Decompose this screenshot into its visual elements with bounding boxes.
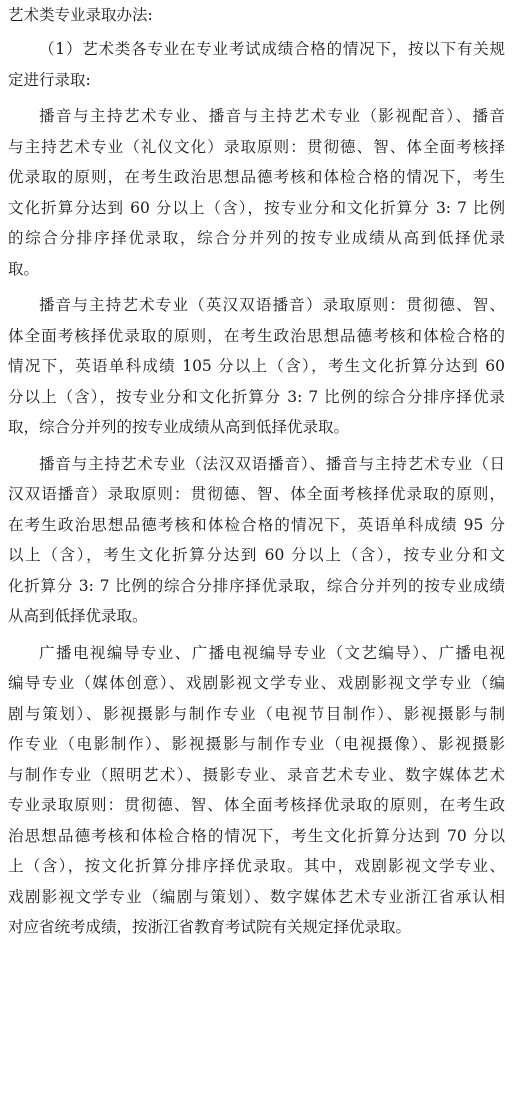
text-line: 取。 — [8, 259, 40, 278]
text-line: 汉双语播音）录取原则：贯彻德、智、体全面考核择优录取的原则， — [8, 485, 505, 503]
section-heading: 艺术类专业录取办法: — [8, 6, 153, 24]
text-line: 播音与主持艺术专业、播音与主持艺术专业（影视配音）、播音 — [39, 107, 505, 125]
text-line: 广播电视编导专业、广播电视编导专业（文艺编导）、广播电视 — [39, 643, 505, 662]
paragraph-broadcast-tv-directing — [8, 638, 505, 943]
text-line: 播音与主持艺术专业（英汉双语播音）录取原则：贯彻德、智、 — [39, 296, 505, 314]
paragraph-admission-rule-1 — [8, 34, 505, 95]
text-line: 以上（含），考生文化折算分达到 60 分以上（含），按专业分和文 — [8, 546, 505, 564]
text-line: 化折算分 3: 7 比例的综合分排序择优录取，综合分并列的按专业成绩 — [8, 576, 505, 595]
text-line: 文化折算分达到 60 分以上（含），按专业分和文化折算分 3: 7 比例 — [8, 198, 505, 217]
text-line: 专业录取原则：贯彻德、智、体全面考核择优录取的原则，在考生政 — [8, 796, 505, 814]
text-line: 戏剧影视文学专业（编剧与策划）、数字媒体艺术专业浙江省承认相 — [8, 887, 505, 906]
text-line: 从高到低择优录取。 — [8, 607, 148, 625]
text-line: 剧与策划）、影视摄影与制作专业（电视节目制作）、影视摄影与制 — [8, 704, 505, 723]
text-line: 上（含），按文化折算分排序择优录取。其中，戏剧影视文学专业、 — [8, 857, 505, 875]
text-line: 分以上（含），按专业分和文化折算分 3: 7 比例的综合分排序择优录 — [8, 387, 505, 406]
text-line: 播音与主持艺术专业（法汉双语播音）、播音与主持艺术专业（日 — [39, 454, 505, 473]
text-line: （1）艺术类各专业在专业考试成绩合格的情况下，按以下有关规 — [39, 40, 505, 58]
paragraph-broadcasting-hosting — [8, 101, 505, 284]
text-line: 定进行录取: — [8, 70, 91, 89]
text-line: 的综合分排序择优录取，综合分并列的按专业成绩从高到低择优录 — [8, 229, 505, 247]
text-line: 取，综合分并列的按专业成绩从高到低择优录取。 — [8, 418, 350, 436]
text-line: 情况下，英语单科成绩 105 分以上（含），考生文化折算分达到 60 — [8, 357, 505, 375]
text-line: 体全面考核择优录取的原则，在考生政治思想品德考核和体检合格的 — [8, 326, 505, 345]
paragraph-french-japanese-bilingual — [8, 449, 505, 632]
text-line: 作专业（电影制作）、影视摄影与制作专业（电视摄像）、影视摄影 — [8, 735, 505, 753]
text-line: 编导专业（媒体创意）、戏剧影视文学专业、戏剧影视文学专业（编 — [8, 674, 505, 692]
text-line: 与主持艺术专业（礼仪文化）录取原则：贯彻德、智、体全面考核择 — [8, 137, 505, 156]
text-line: 对应省统考成绩，按浙江省教育考试院有关规定择优录取。 — [8, 918, 412, 936]
text-line: 与制作专业（照明艺术）、摄影专业、录音艺术专业、数字媒体艺术 — [8, 765, 505, 784]
text-line: 优录取的原则，在考生政治思想品德考核和体检合格的情况下，考生 — [8, 168, 505, 186]
text-line: 治思想品德考核和体检合格的情况下，考生文化折算分达到 70 分以 — [8, 826, 505, 845]
text-line: 在考生政治思想品德考核和体检合格的情况下，英语单科成绩 95 分 — [8, 515, 505, 534]
paragraph-english-chinese-bilingual — [8, 290, 505, 443]
